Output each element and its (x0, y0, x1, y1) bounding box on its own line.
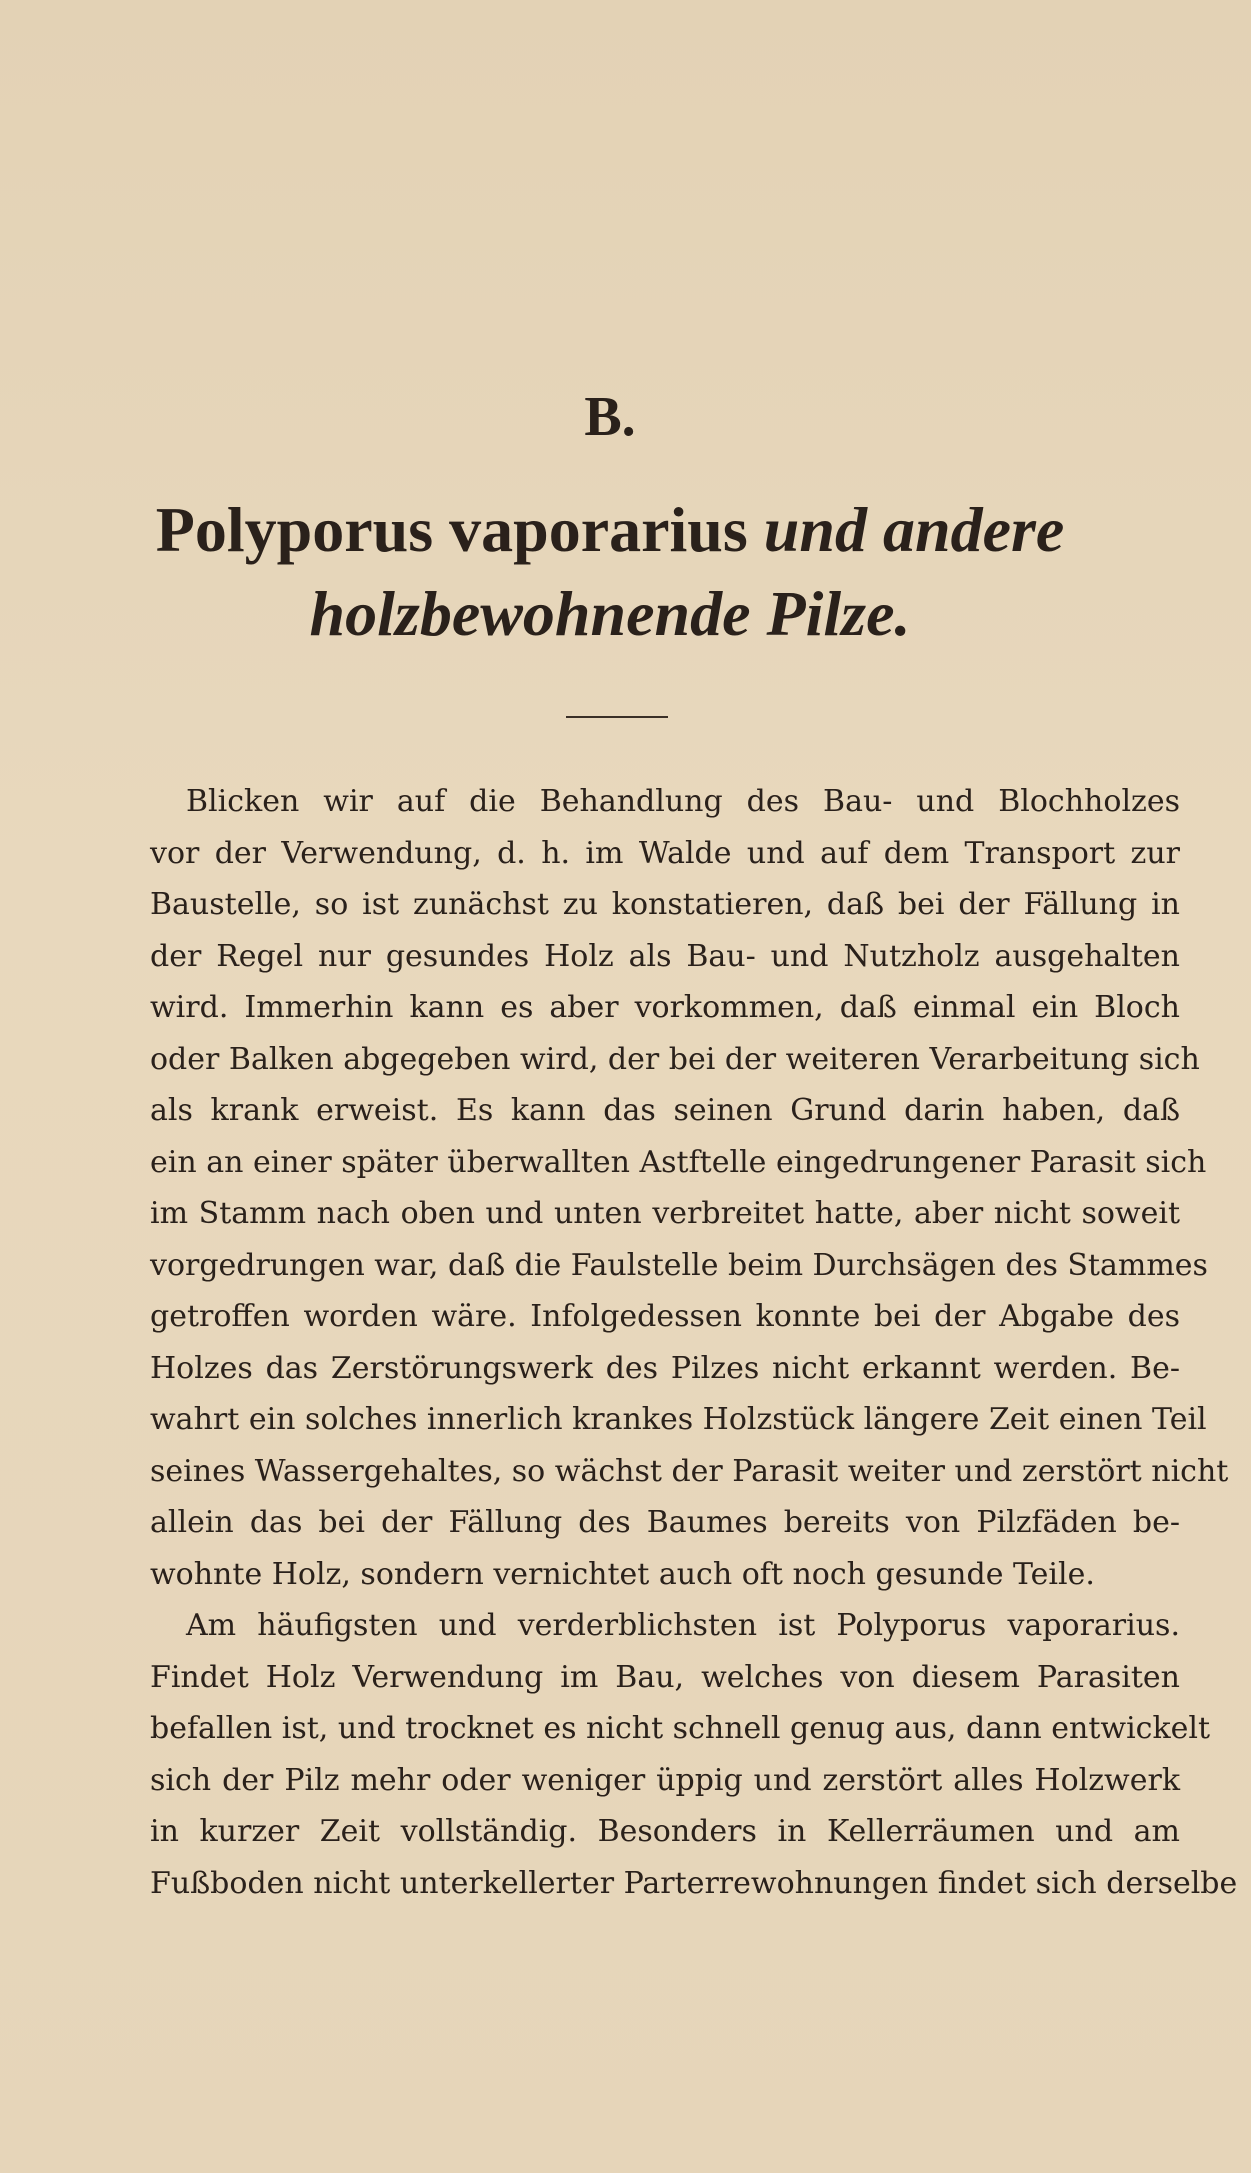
text-line: seines Wassergehaltes, so wächst der Parasit weiter und zerstört nicht (150, 1453, 1229, 1489)
text-line: Fußboden nicht unterkellerter Parterrewohnungen findet sich derselbe (150, 1865, 1238, 1901)
text-line: vorgedrungen war, daß die Faulstelle beim Durchsägen des Stammes (150, 1247, 1208, 1283)
text-line: Baustelle, so ist zunächst zu konstatieren, daß bei der Fällung in (150, 887, 1180, 922)
text-line: im Stamm nach oben und unten verbreitet hatte, aber nicht soweit (150, 1196, 1180, 1231)
text-line: Holzes das Zerstörungswerk des Pilzes nicht erkannt werden. Be- (150, 1350, 1180, 1386)
text-line: sich der Pilz mehr oder weniger üppig und zerstört alles Holzwerk (150, 1762, 1180, 1798)
text-line: ein an einer später überwallten Astftelle eingedrungener Parasit sich (150, 1144, 1207, 1180)
text-line: als krank erweist. Es kann das seinen Grund darin haben, daß (150, 1093, 1180, 1128)
text-line: Blicken wir auf die Behandlung des Bau- und Blochholzes (186, 784, 1180, 819)
text-line: Am häufigsten und verderblichsten ist Polyporus vaporarius. (186, 1608, 1180, 1643)
text-line: wahrt ein solches innerlich krankes Holzstück längere Zeit einen Teil (150, 1402, 1207, 1437)
chapter-title (0, 488, 1220, 656)
text-line: wohnte Holz, sondern vernichtet auch oft noch gesunde Teile. (150, 1556, 1095, 1592)
title-line-2: holzbewohnende Pilze. (309, 578, 911, 649)
body-text (150, 776, 1238, 1909)
text-line: wird. Immerhin kann es aber vorkommen, daß einmal ein Bloch (150, 990, 1180, 1025)
text-line: der Regel nur gesundes Holz als Bau- und Nutzholz ausgehalten (150, 938, 1180, 974)
title-line-1 (0, 488, 1220, 572)
title-line-1-rest: und andere (763, 494, 1065, 565)
title-divider (566, 716, 668, 718)
text-line: getroffen worden wäre. Infolgedessen konnte bei der Abgabe des (150, 1299, 1180, 1334)
text-line: befallen ist, und trocknet es nicht schnell genug aus, dann entwickelt (150, 1711, 1211, 1746)
text-line: vor der Verwendung, d. h. im Walde und auf dem Transport zur (150, 835, 1180, 871)
text-line: in kurzer Zeit vollständig. Besonders in Kellerräumen und am (150, 1814, 1180, 1849)
section-letter: B. (584, 386, 636, 448)
text-line: Findet Holz Verwendung im Bau, welches von diesem Parasiten (150, 1659, 1180, 1695)
text-line: oder Balken abgegeben wird, der bei der weiteren Verarbeitung sich (150, 1041, 1200, 1077)
text-line: allein das bei der Fällung des Baumes bereits von Pilzfäden be- (150, 1505, 1180, 1540)
title-latin-name: Polyporus vaporarius (155, 494, 748, 565)
